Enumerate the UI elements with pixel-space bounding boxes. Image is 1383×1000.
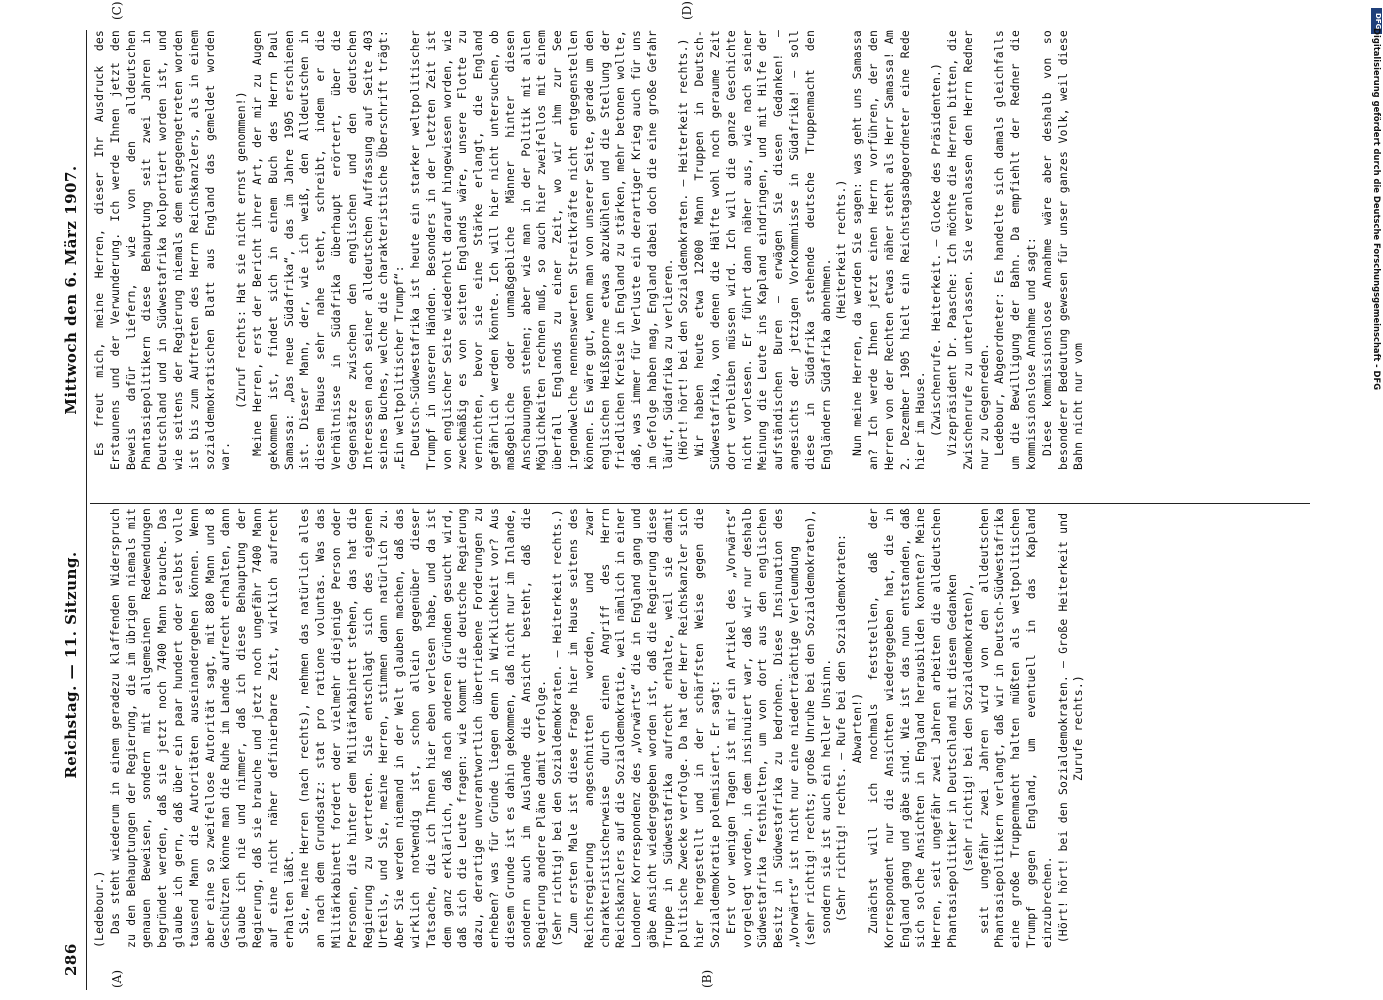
interjection: (Sehr richtig! rechts. — Rufe bei den Sozialdemokraten: Abwarten!) [834,533,865,923]
paragraph: Zunächst will ich nochmals feststellen, daß der Korrespondent nur die Ansichten wiedergegeben hat, die in England gang und gäbe sind. Wie ist das nun entstanden, daß sich solche Ansichten in England herausbilden konnten? Meine Herren, seit ungefähr zwei Jahren arbeiten die alldeutschen Phantasiepolitiker in Deutschland mit diesem Gedanken [866,508,960,948]
interjection: (sehr richtig! rechts; große Unruhe bei den Sozialdemokraten), [802,509,817,947]
paragraph: Meine Herren, erst der Bericht ihrer Art, der mir zu Augen gekommen ist, findet sich in einem Buch des Herrn Paul Samassa: „Das neue Südafrika“, das im Jahre 1905 erschienen ist. Dieser Mann, der, wie ich weiß, den Alldeutschen in diesem Hause sehr nahe steht, schreibt, indem er die Verhältnisse in Südafrika überhaupt erörtert, über die Gegensätze zwischen den englischen und den deutschen Interessen nach seiner alldeutschen Auffassung auf Seite 403 seines Buches, welche die charakteristische Überschrift trägt: „Ein weltpolitischer Trumpf“: [249,30,407,470]
margin-marker-d: (D) [680,1,694,20]
page-number: 286 [62,943,80,976]
quotation: Deutsch-Südwestafrika ist heute ein starker weltpolitischer Trumpf in unseren Händen. Besonders in der letzten Zeit ist von englischer Seite wiederholt darauf hingewiesen worden, wie zweckmäßig es von seiten Englands wäre, unsere Flotte zu vernichten, bevor sie eine Stärke erlangt, die England gefährlich werden könnte. Ich will hier nicht untersuchen, ob maßgebliche oder unmaßgebliche Männer hinter diesen Anschauungen stehen; aber wie man in der Politik mit allen Möglichkeiten rechnen muß, so auch hier zweifellos mit einem überfall Englands zu einer Zeit, wo wir ihm zur See irgendwelche nennenswerten Streitkräfte nicht entgegenstellen können. Es wäre gut, wenn man von unserer Seite, gerade um den englischen Heißsporne etwas abzukühlen und die Stellung der friedlichen Kreise in England zu stärken, mehr betonen wollte, daß, was immer für Verluste ein derartiger Krieg auch für uns im Gefolge haben mag, England dabei doch die eine große Gefahr läuft, Südafrika zu verlieren. [407,30,675,470]
text-column-right [92,30,1312,470]
interjection: (Zwischenrufe. Heiterkeit. — Glocke des Präsidenten.) [929,62,944,438]
column-divider [90,503,1310,504]
quotation: Wir haben heute etwa 12000 Mann Truppen in Deutsch-Südwestafrika, von denen die Hälfte wohl noch geraume Zeit dort verbleiben müssen wird. Ich will die ganze Geschichte nicht vorlesen. Er führt dann näher aus, wie nach seiner Meinung die Leute ins Kapland eindringen, und mit Hilfe der aufständischen Buren — erwägen Sie diesen Gedanken! — angesichts der jetzigen Vorkommnisse in Südafrika! — soll diese in Südafrika stehende deutsche Truppenmacht den Engländern Südafrika abnehmen. [692,30,833,470]
interjection: (Sehr richtig! bei den Sozialdemokraten. — Heiterkeit rechts.) [550,509,565,947]
margin-marker-c: (C) [110,1,124,20]
paragraph: Ledebour, Abgeordneter: Es handelte sich damals gleichfalls um die Bewilligung der Bahn. Da empfiehlt der Redner die kommissionslose Annahme und sagt: [992,30,1039,470]
paragraph: Das steht wiederum in einem geradezu klaffenden Widerspruch zu den Behauptungen der Regierung, die im übrigen niemals mit genauen Beweisen, sondern mit allgemeinen Redewendungen begründet werden, daß sie jetzt noch 7400 Mann brauche. Das glaube ich gern, daß über ein paar hundert oder selbst volle tausend Mann die Autoritäten auseinandergehen können. Wenn aber eine so zweifellose Autorität sagt, mit 880 Mann und 8 Geschützen könne man die Ruhe im Lande aufrecht erhalten, dann glaube ich nie und nimmer, daß ich diese Behauptung der Regierung, daß sie brauche und jetzt noch ungefähr 7400 Mann auf eine nicht näher definierbare Zeit, wirklich aufrecht erhalten läßt. [107,508,296,948]
speaker-tag: (Ledebour.) [92,870,106,948]
quotation: Erst vor wenigen Tagen ist mir ein Artikel des „Vorwärts“ vorgelegt worden, in dem insinuiert war, daß wir nur deshalb Südwestafrika festhielten, um von dort aus den englischen Besitz in Südwestafrika zu bedrohen. Diese Insinuation des „Vorwärts“ ist nicht nur eine niederträchtige Verleumdung [723,508,802,948]
digitization-note-text: Digitalisierung gefördert durch die Deutsche Forschungsgemeinschaft - DFG [1372,28,1382,391]
quotation: Diese kommissionslose Annahme wäre aber deshalb von so besonderer Bedeutung gewesen für unser ganzes Volk, weil diese Bahn nicht nur vom [1039,30,1086,470]
header-rule [86,30,87,990]
interjection: (sehr richtig! bei den Sozialdemokraten), [960,583,975,873]
interjection: (Hört! hört! bei den Sozialdemokraten. — Große Heiterkeit und Zurufe rechts.) [1055,512,1086,944]
interjection: (Hört! hört! bei den Sozialdemokraten. — Heiterkeit rechts.) [676,38,691,462]
running-header-left: Reichstag. — 11. Sitzung. [62,551,80,779]
text-column-left [92,508,1312,948]
digitization-note [1372,8,1382,992]
margin-marker-a: (A) [110,969,124,988]
quotation: sondern sie ist auch ein heller Unsinn. [818,658,833,934]
interjection: (Zuruf rechts: Hat sie nicht ernst genommen!) [234,91,249,409]
interjection: (Heiterkeit rechts.) [834,179,849,321]
dfg-logo: DFG [1371,8,1382,34]
paragraph: Zum ersten Male ist diese Frage hier im Hause seitens des Reichsregierung angeschnitten worden, und zwar charakteristischerweise durch einen Angriff des Herrn Reichskanzlers auf die Sozialdemokratie, weil nämlich in einer Londoner Korrespondenz des „Vorwärts“ die in England gang und gäbe Ansicht wiedergegeben worden ist, daß die Regierung diese Truppe in Südwestafrika aufrecht erhalte, weil sie damit politische Zwecke verfolge. Da hat der Herr Reichskanzler sich hier hergestellt und in der schärfsten Weise gegen die Sozialdemokratie polemisiert. Er sagt: [565,508,723,948]
paragraph: Sie, meine Herren (nach rechts), nehmen das natürlich alles an nach dem Grundsatz: stat pro ratione voluntas. Was das Militärkabinett fordert oder vielmehr diejenige Person oder Personen, die hinter dem Militärkabinett stehen, das hat die Regierung zu vertreten. Sie entschlägt sich des eigenen Urteils, und Sie, meine Herren, stimmen dann natürlich zu. Aber Sie werden niemand in der Welt glauben machen, daß das wirklich notwendig ist, schon allein gegenüber dieser Tatsache, die ich Ihnen hier eben verlesen habe, und da ist dem ganz erklärlich, daß nach anderen Gründen gesucht wird, daß sich die Leute fragen: wie kommt die deutsche Regierung dazu, derartige unverantwortlich übertriebene Forderungen zu erheben? was für Gründe liegen denn in Wirklichkeit vor? Aus diesem Grunde ist es dahin gekommen, daß nicht nur im Inlande, sondern auch im Auslande die Ansicht besteht, daß die Regierung andere Pläne damit verfolge. [297,508,549,948]
paragraph: Nun meine Herren, da werden Sie sagen: was geht uns Samassa an? Ich werde Ihnen jetzt einen Herrn vorführen, der den Herren von der Rechten etwas näher steht als Herr Samassa! Am 2. Dezember 1905 hielt ein Reichstagsabgeordneter eine Rede hier im Hause. [850,30,928,470]
paragraph: seit ungefähr zwei Jahren wird von den alldeutschen Phantasiepolitikern verlangt, daß wir in Deutsch-Südwestafrika eine große Truppenmacht halten müßten als weltpolitischen Trumpf gegen England, um eventuell in das Kapland einzubrechen. [976,508,1054,948]
running-header-right: Mittwoch den 6. März 1907. [62,165,80,415]
paragraph: Vizepräsident Dr. Paasche: Ich möchte die Herren bitten, die Zwischenrufe zu unterlassen. Sie veranlassen den Herrn Redner nur zu Gegenreden. [945,30,991,470]
paragraph: Es freut mich, meine Herren, dieser Ihr Ausdruck des Erstaunens und der Verwunderung. Ich werde Ihnen jetzt den Beweis dafür liefern, wie von den alldeutschen Phantasiepolitikern diese Behauptung seit zwei Jahren in Deutschland und in Südwestafrika kolportiert worden ist, und wie seitens der Regierung niemals dem entgegengetreten worden ist bis zum Auftreten des Herrn Reichskanzlers, als in einem sozialdemokratischen Blatt aus England das gemeldet worden war. [92,30,233,470]
margin-marker-b: (B) [700,969,714,988]
